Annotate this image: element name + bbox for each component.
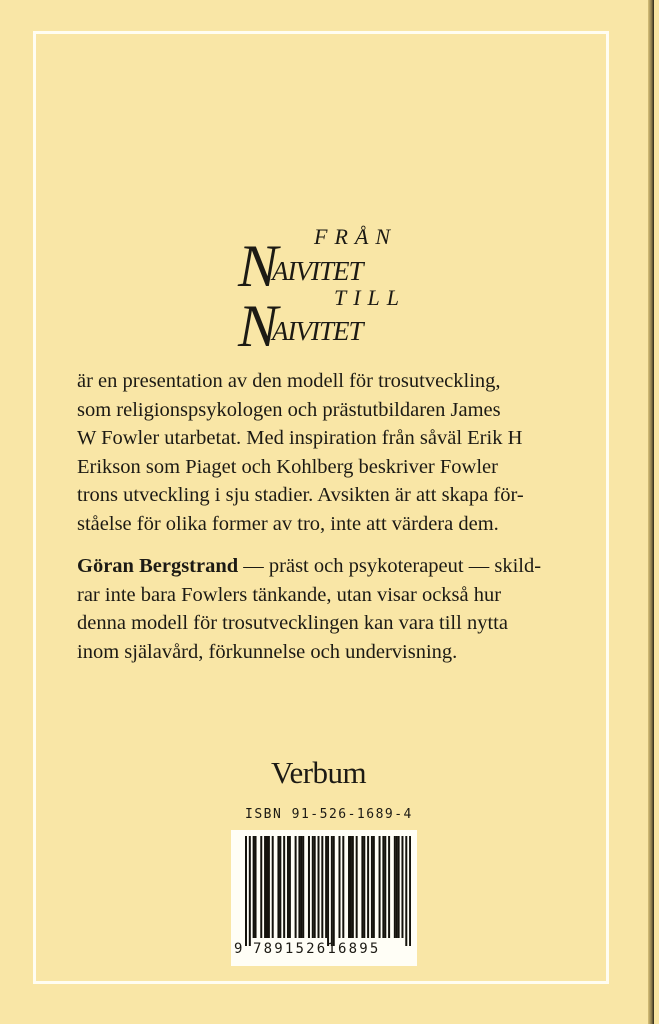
barcode-bar [333, 836, 335, 946]
blurb-line: inom själavård, förkunnelse och undervisning. [77, 640, 458, 663]
barcode-bar [352, 836, 354, 938]
barcode-bar [302, 836, 304, 938]
barcode-bar [249, 836, 251, 946]
blurb-line: ståelse för olika former av tro, inte att värdera dem. [77, 512, 499, 535]
spine-edge [648, 0, 654, 1024]
blurb-paragraph-1 [77, 367, 557, 538]
barcode-rest-digits: 789152616895 [253, 941, 381, 957]
barcode-bar [409, 836, 411, 946]
barcode-bar [394, 836, 396, 938]
barcode-bar [321, 836, 323, 938]
title-word-naivitet-2: AIVITET [272, 316, 363, 346]
blurb-line: är en presentation av den modell för trosutveckling, [77, 370, 501, 392]
barcode-bar [253, 836, 255, 938]
barcode-bar [331, 836, 333, 946]
barcode-bar [260, 836, 262, 938]
blurb-line: W Fowler utarbetat. Med inspiration från såväl Erik H [77, 427, 523, 449]
blurb-line: denna modell för trosutvecklingen kan vara till nytta [77, 612, 508, 634]
blurb-line [77, 552, 557, 581]
barcode-bar [382, 836, 384, 938]
barcode-bar [279, 836, 281, 938]
barcode-bar [373, 836, 375, 938]
book-title [238, 222, 418, 359]
barcode-bar [325, 836, 327, 938]
barcode-bar [283, 836, 285, 938]
barcode-bar [318, 836, 320, 938]
barcode-bar [371, 836, 373, 938]
author-name: Göran Bergstrand [77, 555, 239, 577]
title-initial-n-2: N [238, 293, 279, 359]
barcode-bar [277, 836, 279, 938]
barcode [245, 836, 411, 946]
barcode-bar [350, 836, 352, 938]
isbn-number: ISBN 91-526-1689-4 [245, 807, 413, 822]
barcode-bar [398, 836, 400, 938]
blurb-line: Erikson som Piaget och Kohlberg beskriver Fowler [77, 455, 498, 478]
blurb-line: trons utveckling i sju stadier. Avsikten är att skapa för- [77, 484, 524, 506]
barcode-panel [231, 830, 417, 966]
barcode-bar [396, 836, 398, 938]
barcode-bar [327, 836, 329, 946]
barcode-bar [295, 836, 297, 938]
barcode-bar [348, 836, 350, 938]
barcode-bar [384, 836, 386, 938]
barcode-bar [314, 836, 316, 938]
barcode-bar [388, 836, 390, 938]
title-word-fran: FRÅN [314, 224, 397, 249]
blurb-paragraph-2 [77, 552, 557, 666]
barcode-bar [268, 836, 270, 938]
blurb-line: rar inte bara Fowlers tänkande, utan visar också hur [77, 583, 502, 606]
barcode-bar [312, 836, 314, 938]
barcode-bar [338, 836, 340, 938]
barcode-bar [342, 836, 344, 938]
barcode-bar [361, 836, 363, 938]
barcode-bar [266, 836, 268, 938]
barcode-bar [264, 836, 266, 938]
barcode-bar [356, 836, 358, 938]
barcode-bar [272, 836, 274, 938]
barcode-bar [289, 836, 291, 938]
barcode-bar [287, 836, 289, 938]
blurb-line: som religionspsykologen och prästutbildaren James [77, 398, 501, 421]
barcode-bar [367, 836, 369, 938]
barcode-bar [379, 836, 381, 938]
title-word-naivitet-1: AIVITET [272, 256, 363, 286]
barcode-bar [255, 836, 257, 938]
barcode-first-digit: 9 [234, 941, 244, 957]
barcode-bar [308, 836, 310, 938]
barcode-bar [363, 836, 365, 938]
barcode-bar [245, 836, 247, 946]
title-word-till: TILL [334, 285, 407, 310]
author-description: — präst och psykoterapeut — skild- [238, 555, 542, 577]
barcode-bar [298, 836, 300, 938]
barcode-bar [405, 836, 407, 946]
title-initial-n-1: N [238, 233, 279, 299]
publisher-logo: Verbum [271, 755, 367, 790]
barcode-bar [401, 836, 403, 938]
barcode-bar [300, 836, 302, 938]
blurb [77, 367, 557, 666]
